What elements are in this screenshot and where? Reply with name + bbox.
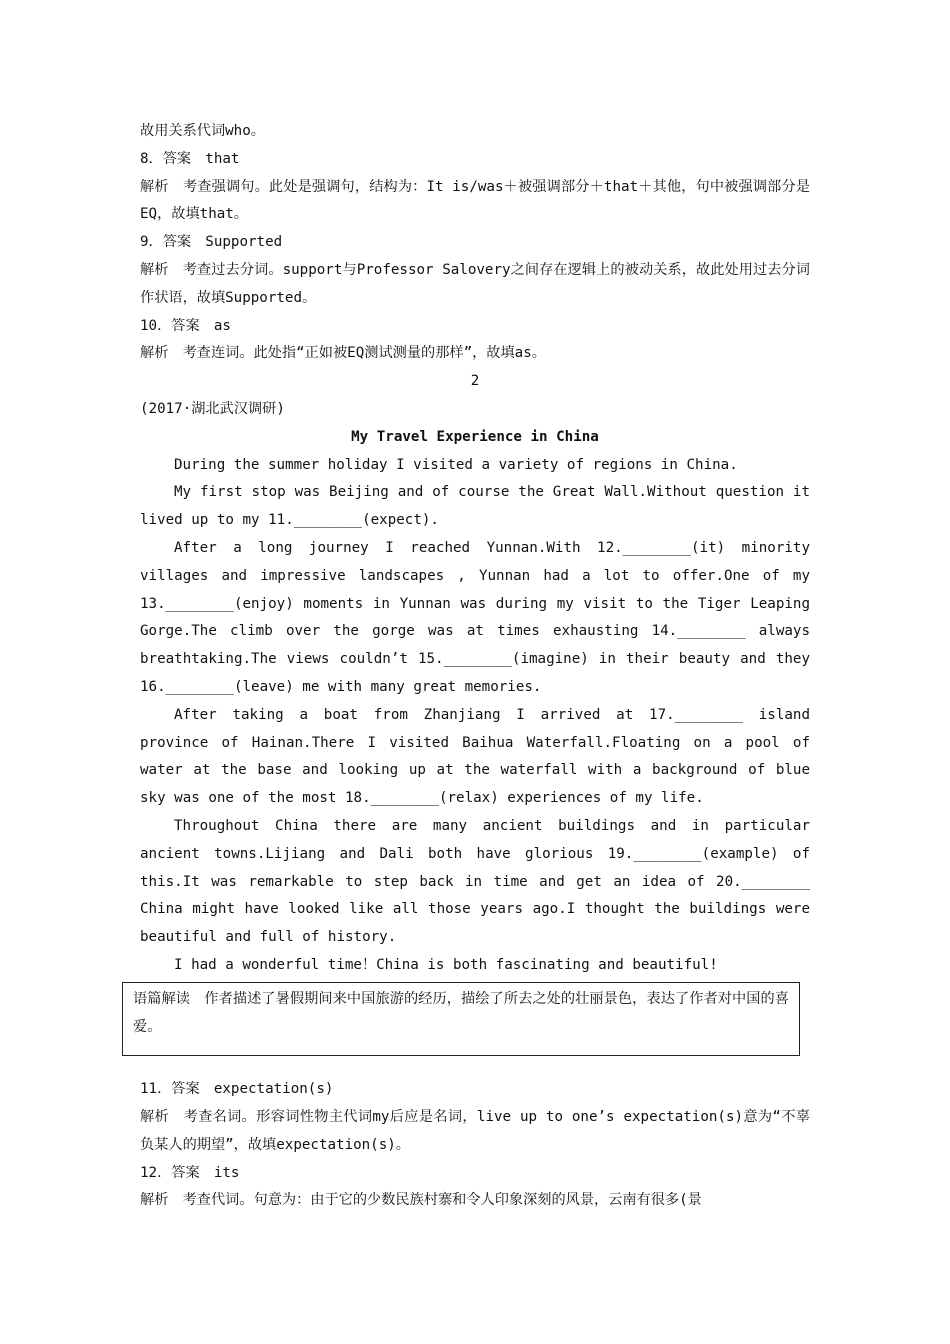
answer-line: 12．答案 its (140, 1164, 240, 1181)
passage-paragraph: After a long journey I reached Yunnan.With 12.________(it) minority villages and impressive landscapes , Yunnan had a lot to offer.One of my 13.________(enjoy) moments in Yunnan was during my visit to the Tiger Leaping Gorge.The climb over the gorge was at times exhausting 14.________ always breathtaking.The views couldn’t 15.________(imagine) in their beauty and they 16.________(leave) me with many great memories. (140, 539, 810, 695)
passage-paragraph: My first stop was Beijing and of course the Great Wall.Without question it lived up to my 11.________(expect). (140, 484, 810, 529)
analysis-paragraph: 解析 考查连词。此处指“正如被EQ测试测量的那样”，故填as。 (140, 345, 546, 362)
passage-paragraph: I had a wonderful time！China is both fascinating and beautiful! (174, 956, 718, 973)
answer-line: 8．答案 that (140, 150, 240, 167)
answer-line: 11．答案 expectation(s) (140, 1081, 334, 1098)
discourse-analysis-text: 语篇解读 作者描述了暑假期间来中国旅游的经历，描绘了所去之处的壮丽景色，表达了作者对中国的喜爱。 (133, 990, 789, 1035)
analysis-paragraph: 解析 考查过去分词。support与Professor Salovery之间存在逻辑上的被动关系，故此处用过去分词作状语，故填Supported。 (140, 261, 810, 306)
document-page (133, 118, 810, 1215)
passage-paragraph: After taking a boat from Zhanjiang I arrived at 17.________ island province of Hainan.There I visited Baihua Waterfall.Floating on a pool of water at the base and looking up at the waterfall with a background of blue sky was one of the most 18.________(relax) experiences of my life. (140, 706, 810, 807)
passage-title: My Travel Experience in China (351, 428, 599, 445)
source-label: (2017·湖北武汉调研) (140, 400, 285, 417)
answer-line: 9．答案 Supported (140, 234, 283, 251)
discourse-analysis-box (122, 982, 800, 1057)
section-number: 2 (470, 373, 480, 390)
analysis-paragraph: 解析 考查代词。句意为：由于它的少数民族村寨和令人印象深刻的风景，云南有很多(景 (140, 1192, 702, 1209)
passage-paragraph: Throughout China there are many ancient buildings and in particular ancient towns.Lijiang and Dali both have glorious 19.________(example) of this.It was remarkable to step back in time and get an idea of 20.________ China might have looked like all those years ago.I thought the buildings were beautiful and full of history. (140, 817, 810, 946)
analysis-paragraph: 解析 考查强调句。此处是强调句，结构为：It is/was＋被强调部分＋that＋其他，句中被强调部分是EQ，故填that。 (140, 178, 810, 223)
passage-paragraph: During the summer holiday I visited a variety of regions in China. (174, 456, 738, 473)
answer-line: 10．答案 as (140, 317, 231, 334)
analysis-paragraph: 解析 考查名词。形容词性物主代词my后应是名词，live up to one’s expectation(s)意为“不辜负某人的期望”，故填expectation(s)。 (140, 1109, 810, 1153)
text-line: 故用关系代词who。 (140, 123, 265, 139)
